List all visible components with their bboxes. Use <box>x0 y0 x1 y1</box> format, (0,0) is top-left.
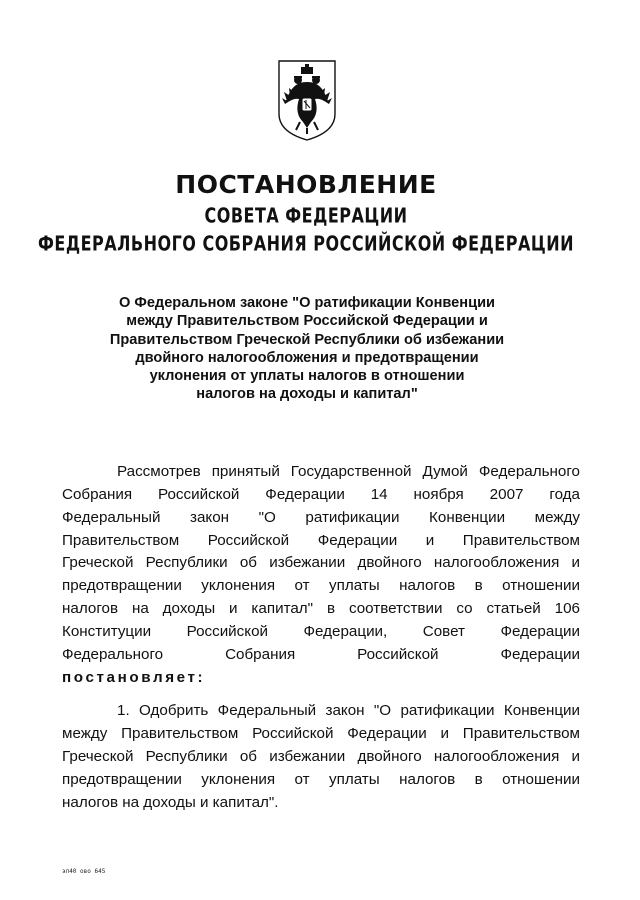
clause-line: Греческой Республики об избежании двойного налогообложения и <box>62 748 580 765</box>
footer-document-code: эл40 ово 645 <box>62 868 106 875</box>
subject-line: двойного налогообложения и предотвращении <box>135 349 479 366</box>
preamble-line: Греческой Республики об избежании двойного налогообложения и <box>62 554 580 571</box>
clause-line: налогов на доходы и капитал". <box>62 794 279 811</box>
subject-line: Правительством Греческой Республики об избежании <box>109 331 505 348</box>
clause-line: между Правительством Российской Федерации и Правительством <box>62 725 580 742</box>
subject-line: между Правительством Российской Федерации и <box>126 313 488 330</box>
preamble-line: Правительством Российской Федерации и Правительством <box>62 532 580 549</box>
preamble-line: налогов на доходы и капитал" в соответствии со статьей 106 <box>62 600 580 617</box>
subject-line: О Федеральном законе "О ратификации Конвенции <box>118 295 496 311</box>
council-name-line-1: СОВЕТА ФЕДЕРАЦИИ <box>204 203 408 228</box>
preamble-line: предотвращении уклонения от уплаты налогов в отношении <box>62 577 580 594</box>
subject-line: уклонения от уплаты налогов в отношении <box>149 368 465 385</box>
document-type-title: ПОСТАНОВЛЕНИЕ <box>175 170 437 199</box>
preamble-line: Федерального Собрания Российской Федерации <box>62 646 580 663</box>
preamble-line: Федеральный закон "О ратификации Конвенции между <box>62 509 580 526</box>
clause-line: предотвращении уклонения от уплаты налогов в отношении <box>62 771 580 788</box>
preamble-line: Рассмотрев принятый Государственной Думой Федерального <box>117 463 580 480</box>
russian-coat-of-arms-icon <box>276 58 338 142</box>
council-name-line-2: ФЕДЕРАЛЬНОГО СОБРАНИЯ РОССИЙСКОЙ ФЕДЕРАЦИИ <box>38 231 574 256</box>
clause-line: 1. Одобрить Федеральный закон "О ратификации Конвенции <box>117 702 580 719</box>
preamble-line: Конституции Российской Федерации, Совет Федерации <box>62 623 580 640</box>
subject-line: налогов на доходы и капитал" <box>196 386 418 403</box>
preamble-line: Собрания Российской Федерации 14 ноября 2007 года <box>62 486 580 503</box>
resolves-word: постановляет: <box>62 669 206 686</box>
resolution-subject <box>80 294 534 404</box>
